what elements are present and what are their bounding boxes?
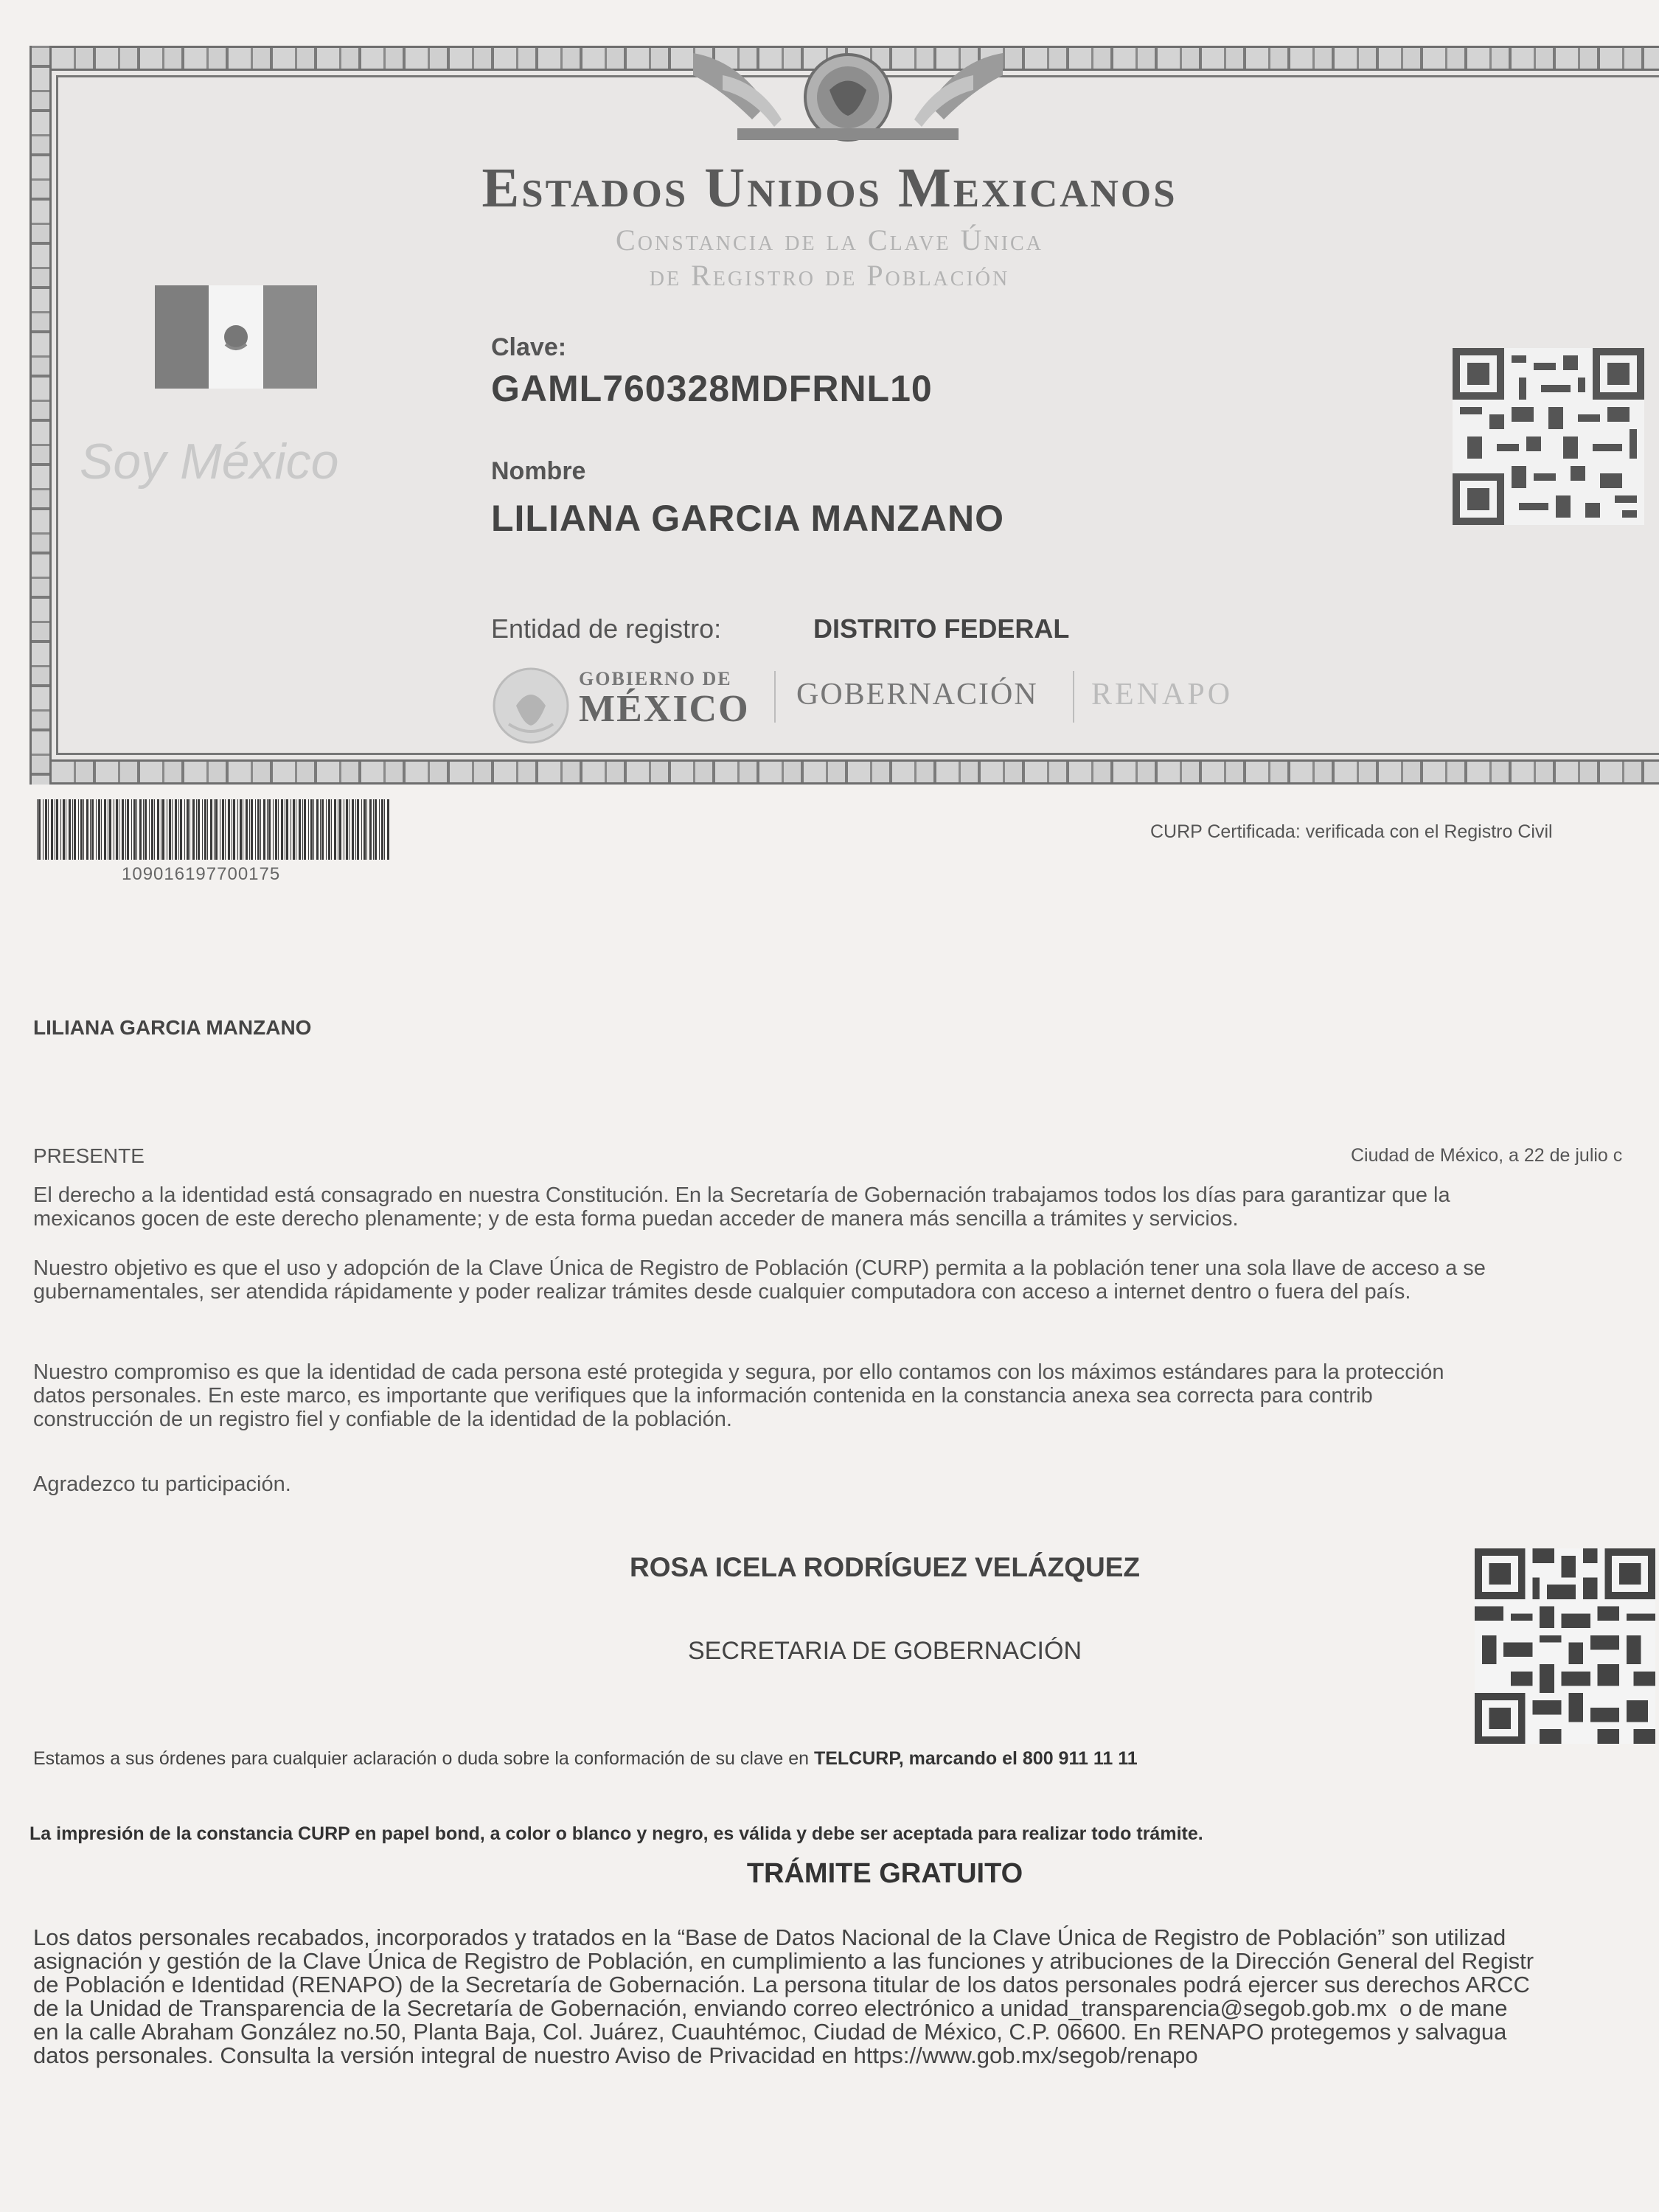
gobierno-logo-line1: GOBIERNO DE: [579, 668, 732, 689]
government-emblem-icon: [490, 665, 571, 746]
letter-greeting: PRESENTE: [33, 1144, 145, 1167]
nombre-value: LILIANA GARCIA MANZANO: [491, 498, 1004, 539]
curp-certificate-card: [29, 46, 1659, 785]
signer-title: SECRETARIA DE GOBERNACIÓN: [687, 1637, 1082, 1665]
mexican-flag-icon: [155, 285, 317, 389]
logo-divider: [1073, 671, 1074, 723]
letter-date: Ciudad de México, a 22 de julio c: [1351, 1145, 1623, 1166]
certification-note: CURP Certificada: verificada con el Registro Civil: [1150, 821, 1553, 842]
qr-code-icon: [1475, 1548, 1655, 1744]
renapo-logo: RENAPO: [1091, 678, 1234, 712]
certificate-subtitle-line2: de Registro de Población: [649, 259, 1010, 292]
validity-note: La impresión de la constancia CURP en papel bond, a color o blanco y negro, es válida y debe ser aceptada para realizar todo trámite.: [29, 1823, 1203, 1844]
letter-recipient: LILIANA GARCIA MANZANO: [33, 1016, 312, 1039]
free-procedure-title: TRÁMITE GRATUITO: [746, 1858, 1023, 1889]
letter-closing: Agradezco tu participación.: [33, 1472, 291, 1496]
gobernacion-logo: GOBERNACIÓN: [796, 678, 1038, 712]
letter-paragraph-3: Nuestro compromiso es que la identidad de cada persona esté protegida y segura, por ello contamos con los máximos estándares para la protección datos personales. En este marco, es importante que verifiques que la información contenida en la constancia anexa sea correcta para contrib construcción de un registro fiel y confiable de la identidad de la población.: [33, 1360, 1444, 1431]
barcode-icon: [37, 799, 391, 860]
logo-divider: [774, 671, 776, 723]
letter-paragraph-2: Nuestro objetivo es que el uso y adopción de la Clave Única de Registro de Población (CURP) permita a la población tener una sola llave de acceso a se gubernamentales, ser atendida rápidamente y poder realizar trámites desde cualquier computadora con acceso a internet dentro o fuera del país.: [33, 1256, 1486, 1304]
gobierno-logo-line2: MÉXICO: [579, 688, 750, 730]
telcurp-note: [33, 1748, 1138, 1770]
entidad-value: DISTRITO FEDERAL: [813, 613, 1070, 644]
signer-name: ROSA ICELA RODRÍGUEZ VELÁZQUEZ: [629, 1552, 1141, 1582]
certificate-subtitle-line1: Constancia de la Clave Única: [616, 223, 1043, 257]
coat-of-arms-icon: [678, 46, 1018, 149]
telcurp-phone: TELCURP, marcando el 800 911 11 11: [813, 1748, 1138, 1769]
entidad-label: Entidad de registro:: [491, 613, 722, 644]
telcurp-text: Estamos a sus órdenes para cualquier aclaración o duda sobre la conformación de su clave en: [33, 1748, 814, 1769]
privacy-notice: Los datos personales recabados, incorporados y tratados en la “Base de Datos Nacional de la Clave Única de Registro de Población” son utilizad asignación y gestión de la Clave Única de Registro de Población, en cumplimiento a las funciones y atribuciones de la Dirección General del Registr de Población e Identidad (RENAPO) de la Secretaría de Gobernación. La persona titular de los datos personales podrá ejercer sus derechos ARCC de la Unidad de Transparencia de la Secretaría de Gobernación, enviando correo electrónico a unidad_transparencia@segob.gob.mx o de mane en la calle Abraham González no.50, Planta Baja, Col. Juárez, Cuauhtémoc, Ciudad de México, C.P. 06600. En RENAPO protegemos y salvagua datos personales. Consulta la versión integral de nuestro Aviso de Privacidad en https://www.gob.mx/segob/renapo: [33, 1924, 1534, 2068]
clave-label: Clave:: [491, 333, 567, 361]
curp-value: GAML760328MDFRNL10: [491, 368, 933, 409]
country-title: Estados Unidos Mexicanos: [481, 157, 1178, 219]
qr-code-icon: [1453, 348, 1644, 525]
barcode-number: 109016197700175: [122, 864, 281, 884]
ornamental-border-bottom: [29, 759, 1659, 785]
nombre-label: Nombre: [491, 457, 586, 485]
soy-mexico-slogan: Soy México: [80, 434, 339, 490]
letter-paragraph-1: El derecho a la identidad está consagrado en nuestra Constitución. En la Secretaría de Gobernación trabajamos todos los días para garantizar que la mexicanos gocen de este derecho plenamente; y de esta forma puedan acceder de manera más sencilla a trámites y servicios.: [33, 1183, 1450, 1231]
